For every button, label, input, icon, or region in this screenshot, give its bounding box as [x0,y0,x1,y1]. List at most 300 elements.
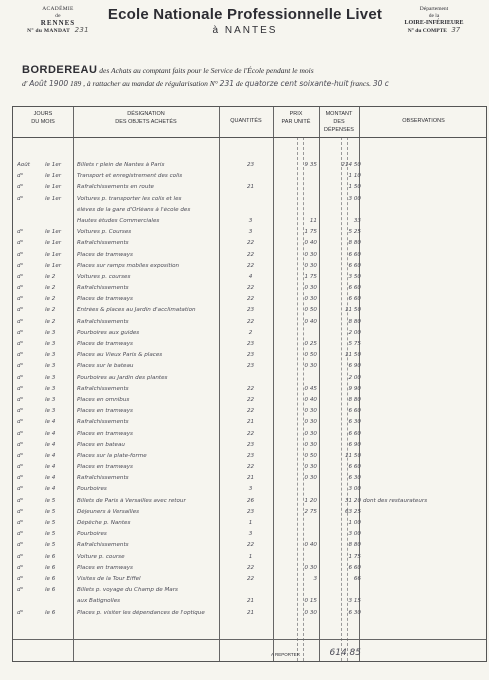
row-object: Places de tramways [77,296,133,303]
row-quantity: 22 [246,385,255,392]
table-row [13,273,488,284]
row-day: le 1er [45,240,62,247]
row-object: Places de tramways [77,251,133,258]
header-designation: DÉSIGNATION DES OBJETS ACHETÉS [115,111,177,125]
table-row [13,161,488,172]
row-quantity: 21 [246,475,255,482]
row-day: le 5 [45,508,56,515]
row-object: Places de tramways [77,341,133,347]
row-month: d° [17,318,24,325]
row-day: le 1er [45,229,62,236]
row-month: d° [17,296,24,303]
table-row [13,519,488,530]
row-object: Voitures p. courses [77,273,131,280]
row-month: d° [17,553,24,560]
row-amount: 31 20 [344,497,361,504]
row-month: d° [17,352,24,359]
header-observations: OBSERVATIONS [402,118,445,124]
row-month: d° [17,497,24,504]
row-month: d° [17,542,24,549]
row-day: le 1er [45,162,62,168]
row-month: d° [17,363,24,370]
row-object: Dépêche p. Nantes [77,520,131,526]
row-object: Places en tramways [77,408,133,415]
row-quantity: 23 [246,341,255,347]
table-row [13,441,488,452]
row-amount: 6 60 [348,285,361,292]
row-amount: 1 75 [348,553,361,560]
row-amount: 11 50 [344,452,361,459]
row-month: d° [17,240,24,247]
row-unit-price: 11 [309,217,317,224]
row-month: d° [17,441,24,448]
row-unit-price: 0 40 [304,396,317,403]
row-unit-price: 0 30 [304,564,317,571]
row-object: Voitures p. Courses [77,229,132,236]
row-quantity: 21 [246,184,255,191]
table-row [13,430,488,441]
row-unit-price: 0 40 [304,240,317,247]
row-quantity: 22 [246,318,255,325]
row-day: le 2 [45,273,56,280]
row-amount: 214 50 [341,162,361,168]
row-unit-price: 0 30 [304,285,317,292]
row-unit-price: 0 30 [304,441,317,448]
table-row [13,530,488,541]
row-amount: 6 60 [348,408,361,415]
row-quantity: 21 [246,609,255,616]
row-unit-price: 0 40 [304,318,317,325]
header-prix: PRIX PAR UNITÉ [281,111,311,125]
row-day: le 3 [45,396,56,403]
row-amount: 5 25 [348,229,361,236]
row-quantity: 3 [248,217,253,224]
row-day: le 5 [45,520,56,526]
row-unit-price: 0 30 [304,262,317,269]
row-unit-price: 0 45 [304,385,317,392]
table-row [13,329,488,340]
row-object: Places en tramways [77,564,133,571]
row-unit-price: 0 25 [304,341,317,347]
table-row [13,351,488,362]
table-row [13,172,488,183]
row-quantity: 22 [246,542,255,549]
row-day: le 6 [45,609,56,616]
row-month: d° [17,195,24,202]
row-quantity: 21 [246,419,255,426]
row-amount: 3 00 [348,531,361,538]
row-amount: 1 50 [348,184,361,191]
row-day: le 6 [45,587,56,594]
row-day: le 6 [45,564,56,571]
table-row [13,418,488,429]
table-row [13,474,488,485]
row-unit-price: 0 50 [304,352,317,359]
row-month: d° [17,262,24,269]
row-month: d° [17,587,24,594]
table-row [13,228,488,239]
row-object: Places en bateau [77,441,125,448]
row-day: le 2 [45,318,56,325]
row-month: d° [17,486,24,493]
row-day: le 3 [45,408,56,415]
row-day: le 5 [45,497,56,504]
row-month: d° [17,251,24,258]
row-amount: 6 90 [348,363,361,370]
row-quantity: 1 [248,553,253,560]
row-object: Rafraîchissements [77,475,129,482]
row-quantity: 22 [246,240,255,247]
row-object: Places en omnibus [77,396,130,403]
row-amount: 9 90 [348,385,361,392]
row-quantity: 23 [246,352,255,359]
academie-block [18,6,98,35]
bordereau-francs: francs. [350,79,371,88]
reporter-label: A REPORTER [271,652,300,657]
row-object: Billets r plein de Nantes à Paris [77,162,165,168]
row-amount: 66 [353,575,361,582]
row-amount: 63 25 [344,508,361,515]
row-unit-price: 0 30 [304,251,317,258]
department-block [393,6,475,35]
row-day: le 1er [45,173,62,180]
row-quantity: 4 [248,273,253,280]
row-day: le 1er [45,251,62,258]
academie-de: de [55,13,61,19]
row-quantity: 22 [246,575,255,582]
ledger-rows [13,161,488,620]
row-unit-price: 0 30 [304,430,317,437]
row-day: le 3 [45,352,56,359]
row-amount: 1 10 [348,173,361,180]
header-montant: MONTANT DES DÉPENSES [324,111,354,133]
row-amount: 3 15 [348,598,361,605]
row-object: Places sur ramps mobiles exposition [77,262,180,269]
header-jours: JOURS DU MOIS [31,111,55,125]
row-unit-price: 0 30 [304,363,317,370]
row-quantity: 26 [246,497,255,504]
mandat-number [18,27,98,35]
row-amount: 3 00 [348,195,361,202]
row-unit-price: 9 35 [304,162,317,168]
row-unit-price: 1 75 [304,229,317,236]
row-month: d° [17,385,24,392]
row-quantity: 3 [248,486,253,493]
row-quantity: 23 [246,162,255,168]
row-unit-price: 0 50 [304,452,317,459]
table-row [13,340,488,351]
row-amount: 5 75 [348,341,361,347]
row-unit-price: 1 20 [304,497,317,504]
row-month: d° [17,184,24,191]
table-row [13,564,488,575]
row-object: Rafraîchissements en route [77,184,154,191]
letterhead [0,6,489,56]
row-object: Entrées & places au Jardin d'acclimatation [77,307,196,314]
row-object: Pourboires aux guides [77,329,140,336]
bordereau-mandat-no: 231 [219,79,234,88]
row-object: Voiture p. course [77,553,125,560]
row-day: le 4 [45,486,56,493]
row-unit-price: 0 30 [304,296,317,303]
row-day: le 2 [45,307,56,314]
row-day: le 3 [45,374,56,381]
row-unit-price: 0 40 [304,542,317,549]
row-month: d° [17,564,24,571]
row-month: d° [17,229,24,236]
row-object: Rafraîchissements [77,542,129,549]
compte-label: N° du COMPTE [407,28,447,34]
row-object: Voitures p. transporter les colis et les [77,195,182,202]
table-row [13,262,488,273]
row-unit-price: 3 [313,575,317,582]
table-row [13,586,488,597]
mandat-label: N° du MANDAT [27,28,70,34]
row-object: Visites de la Tour Eiffel [77,575,141,582]
row-amount: 6 60 [348,251,361,258]
row-object: Billets p. voyage du Champ de Mars [77,587,178,594]
table-row [13,452,488,463]
row-day: le 4 [45,441,56,448]
row-day: le 1er [45,262,62,269]
row-amount: 8 80 [348,396,361,403]
bordereau-amount-words: quatorze cent soixante-huit [244,79,349,88]
row-amount: 8 80 [348,318,361,325]
row-amount: 11 50 [344,352,361,359]
department-name: LOIRE-INFÉRIEURE [404,20,464,26]
school-city: à NANTES [212,25,278,36]
row-quantity: 23 [246,307,255,314]
bordereau-heading [22,64,482,88]
row-quantity: 23 [246,508,255,515]
row-month: d° [17,508,24,515]
bordereau-amount-num: 30 c [372,79,389,88]
bordereau-text-2: , à rattacher au mandat de régularisation N° [83,79,218,88]
table-row [13,306,488,317]
table-row [13,183,488,194]
department-de: de la [428,13,440,19]
row-day: le 2 [45,285,56,292]
table-row [13,295,488,306]
row-day: le 5 [45,531,56,538]
row-quantity: 22 [246,396,255,403]
academie-label: ACADÉMIE [42,6,74,12]
table-row [13,206,488,217]
row-quantity: 1 [248,520,253,526]
header-quantites: QUANTITÉS [230,118,262,124]
row-quantity: 22 [246,296,255,303]
row-month: d° [17,408,24,415]
row-month: d° [17,173,24,180]
table-row [13,597,488,608]
row-object: Places en tramways [77,430,133,437]
row-month: d° [17,396,24,403]
table-row [13,463,488,474]
row-month: d° [17,609,24,616]
row-amount: 2 00 [348,329,361,336]
bordereau-title: BORDEREAU [22,64,98,76]
table-row [13,497,488,508]
row-object: Places p. visiter les dépendances de l'optique [77,609,205,616]
row-month: d° [17,430,24,437]
row-quantity: 22 [246,464,255,471]
row-quantity: 22 [246,564,255,571]
table-row [13,251,488,262]
row-amount: 11 50 [344,307,361,314]
table-row [13,541,488,552]
row-day: le 1er [45,184,62,191]
row-quantity: 22 [246,430,255,437]
table-row [13,195,488,206]
row-unit-price: 0 30 [304,475,317,482]
row-amount: 6 60 [348,296,361,303]
row-unit-price: 0 50 [304,307,317,314]
row-object: élèves de la gare d'Orléans à l'école des [77,206,191,213]
compte-number [393,27,475,35]
row-month: d° [17,575,24,582]
row-month: d° [17,285,24,292]
row-amount: 6 60 [348,262,361,269]
row-amount: 1 00 [348,520,361,526]
row-unit-price: 1 75 [304,273,317,280]
table-row [13,508,488,519]
row-day: le 2 [45,296,56,303]
table-row [13,217,488,228]
row-observation: dont des restaurateurs [363,497,428,504]
row-quantity: 22 [246,251,255,258]
row-quantity: 3 [248,229,253,236]
row-object: Déjeuners à Versailles [77,508,140,515]
table-row [13,553,488,564]
row-object: Pourboires au Jardin des plantes [77,374,168,381]
table-row [13,485,488,496]
row-day: le 4 [45,452,56,459]
row-day: le 4 [45,464,56,471]
row-month: d° [17,531,24,538]
bordereau-year-label: 189 [70,79,82,88]
row-quantity: 22 [246,408,255,415]
row-day: le 4 [45,475,56,482]
row-amount: 3 50 [348,273,361,280]
row-unit-price: 0 15 [304,598,317,605]
row-amount: 6 60 [348,564,361,571]
compte-value: 37 [451,26,461,34]
row-object: Rafraîchissements [77,385,129,392]
ledger-table [12,106,487,662]
row-month: d° [17,464,24,471]
bordereau-line-1 [22,64,482,76]
row-month: d° [17,452,24,459]
table-row [13,239,488,250]
row-quantity: 21 [246,598,255,605]
row-quantity: 2 [248,329,253,336]
row-amount: 6 90 [348,441,361,448]
row-unit-price: 0 30 [304,609,317,616]
row-day: le 3 [45,385,56,392]
row-month: d° [17,307,24,314]
row-amount: 2 00 [348,374,361,381]
row-day: le 3 [45,341,56,347]
row-object: Places en tramways [77,464,133,471]
row-amount: 6 30 [348,475,361,482]
department-label: Département [419,6,449,12]
table-row [13,609,488,620]
row-month: d° [17,329,24,336]
table-row [13,385,488,396]
row-quantity: 22 [246,262,255,269]
row-amount: 6 30 [348,419,361,426]
bordereau-line-2 [22,79,482,88]
row-day: le 6 [45,553,56,560]
mandat-value: 231 [74,26,89,34]
row-object: Pourboires [77,531,107,538]
table-row [13,362,488,373]
row-amount: 6 30 [348,609,361,616]
row-amount: 33 [353,217,361,224]
row-month: Août [17,162,30,168]
row-month: d° [17,475,24,482]
school-name: Ecole Nationale Professionnelle Livet [107,6,383,23]
table-row [13,374,488,385]
table-row [13,575,488,586]
bordereau-month: Août 1900 [29,79,69,88]
row-day: le 5 [45,542,56,549]
row-month: d° [17,419,24,426]
bordereau-prefix: d' [22,79,28,88]
row-object: Places au Vieux Paris & places [77,352,163,359]
row-object: Billets de Paris à Versailles avec retour [77,497,186,504]
row-amount: 6 60 [348,430,361,437]
row-day: le 1er [45,195,62,202]
row-unit-price: 2 75 [304,508,317,515]
row-object: Pourboires [77,486,107,493]
row-month: d° [17,273,24,280]
row-quantity: 23 [246,363,255,370]
row-quantity: 22 [246,285,255,292]
row-day: le 6 [45,575,56,582]
row-day: le 4 [45,419,56,426]
table-row [13,318,488,329]
row-object: Places sur le bateau [77,363,134,370]
school-title-block [100,6,390,36]
row-object: Rafraîchissements [77,318,129,325]
row-month: d° [17,374,24,381]
row-object: Rafraîchissements [77,240,129,247]
row-month: d° [17,520,24,526]
row-object: Hautes études Commerciales [77,217,160,224]
reporter-value: 614 85 [329,648,361,658]
row-day: le 3 [45,329,56,336]
row-object: Transport et enregistrement des colis [77,173,183,180]
table-row [13,407,488,418]
row-day: le 4 [45,430,56,437]
bordereau-text-1: des Achats au comptant faits pour le Service de l'École pendant le mois [99,66,314,75]
row-quantity: 3 [248,531,253,538]
row-quantity: 23 [246,452,255,459]
row-month: d° [17,341,24,347]
row-object: Places sur la plate-forme [77,452,147,459]
bordereau-de: de [235,79,243,88]
row-unit-price: 0 30 [304,408,317,415]
table-row [13,396,488,407]
row-object: aux Batignolles [77,598,121,605]
row-unit-price: 0 30 [304,419,317,426]
table-row [13,284,488,295]
academie-name: RENNES [40,19,76,27]
row-object: Rafraîchissements [77,419,129,426]
row-quantity: 23 [246,441,255,448]
row-amount: 8 80 [348,542,361,549]
